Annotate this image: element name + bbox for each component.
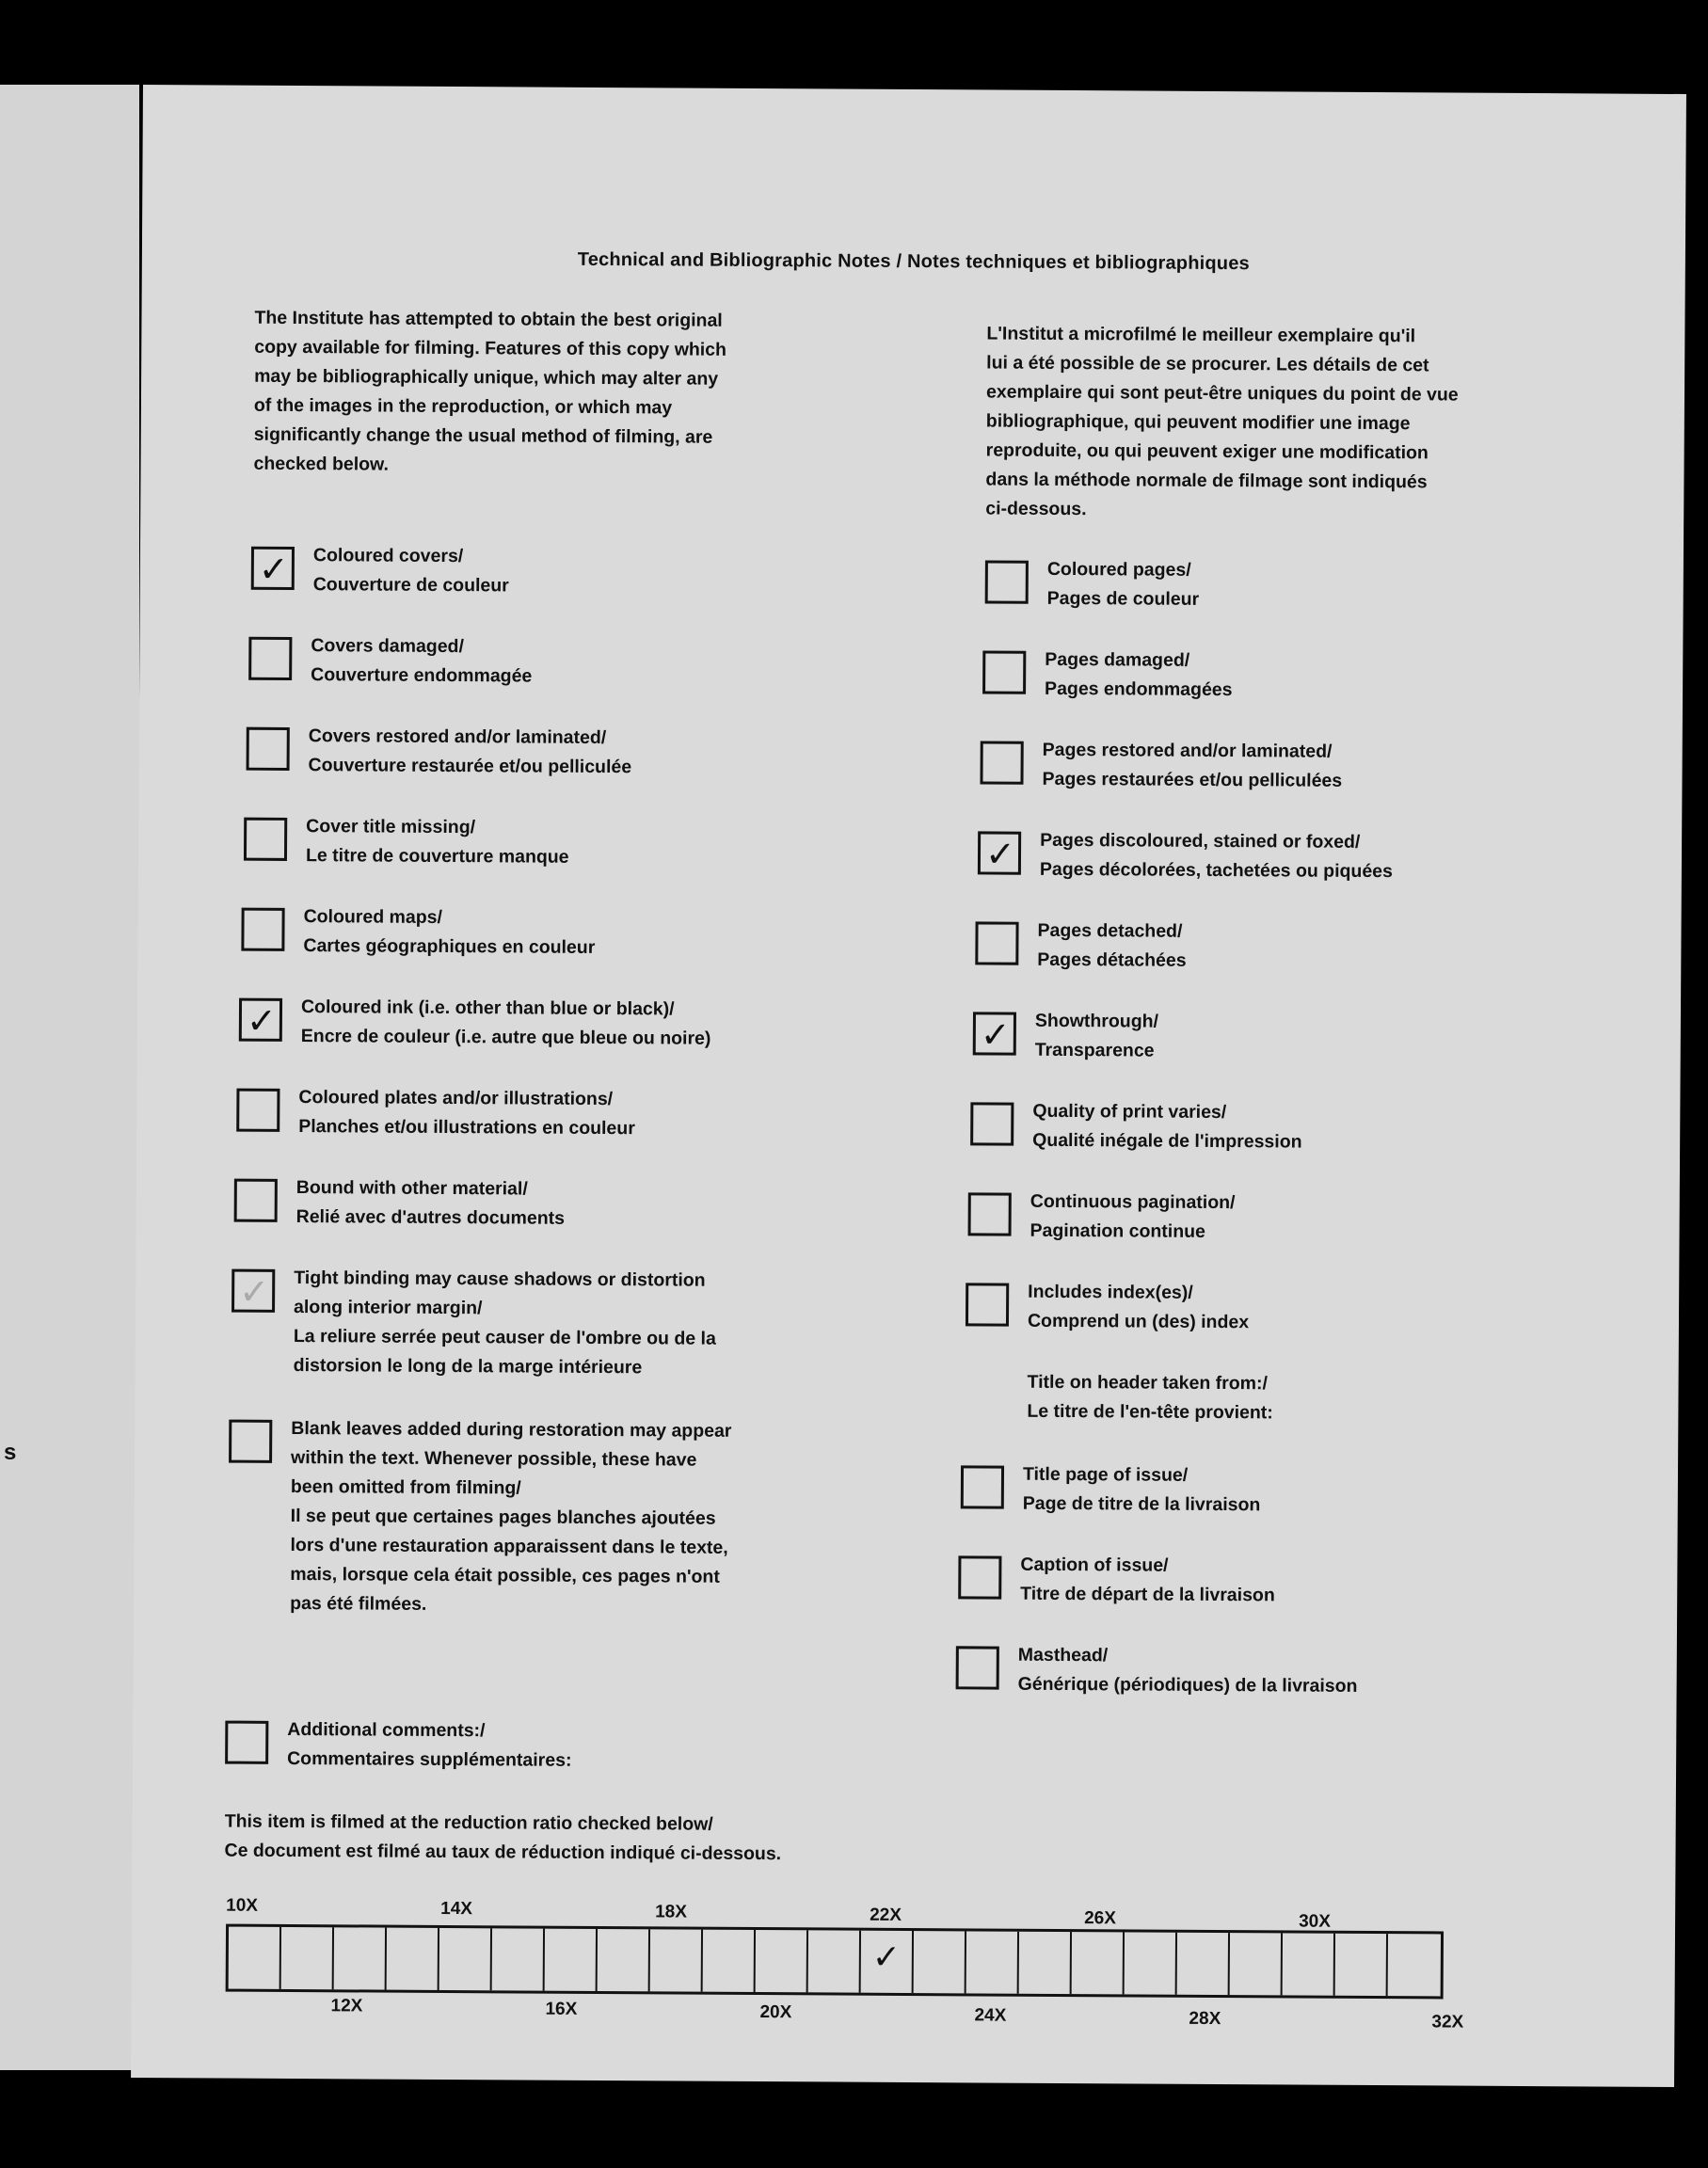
label-english: Additional comments:/	[287, 1718, 486, 1742]
label-french: Le titre de couverture manque	[305, 845, 569, 868]
checkbox-label	[1040, 826, 1393, 886]
intro-french-line: bibliographique, qui peuvent modifier une image	[985, 410, 1411, 435]
reduction-scale-cell[interactable]	[334, 1927, 387, 1989]
intro-english-line: copy available for filming. Features of this copy which	[254, 336, 727, 360]
edge-fragment-text: s	[4, 1440, 17, 1465]
intro-french-line: reproduite, ou qui peuvent exiger une modification	[985, 439, 1429, 464]
intro-french-line: exemplaire qui sont peut-être uniques du point de vue	[985, 381, 1459, 406]
label-french: Cartes géographiques en couleur	[303, 935, 596, 958]
reduction-tick-label-top: 22X	[870, 1905, 902, 1925]
reduction-scale-cell[interactable]	[1019, 1932, 1072, 1994]
label-line: mais, lorsque cela était possible, ces pages n'ont	[290, 1563, 720, 1587]
label-french: Commentaires supplémentaires:	[287, 1747, 572, 1771]
technical-notes-page	[131, 85, 1686, 2087]
intro-french-line: dans la méthode normale de filmage sont indiqués	[985, 469, 1428, 493]
checkbox[interactable]	[978, 831, 1021, 874]
label-french: Générique (périodiques) de la livraison	[1017, 1673, 1358, 1697]
checkbox[interactable]	[956, 1646, 999, 1689]
label-english: Coloured ink (i.e. other than blue or black)/	[300, 996, 675, 1020]
checkbox[interactable]	[236, 1089, 279, 1132]
label-english: Quality of print varies/	[1032, 1100, 1227, 1124]
label-english: Cover title missing/	[306, 816, 476, 838]
label-english: Coloured covers/	[312, 545, 464, 567]
reduction-scale-cell[interactable]	[808, 1930, 861, 1992]
reduction-tick-label-top: 10X	[226, 1895, 259, 1916]
intro-french-line: lui a été possible de se procurer. Les détails de cet	[986, 352, 1429, 376]
check-mark-icon: ✓	[258, 548, 289, 590]
reduction-tick-label-bottom: 20X	[759, 2002, 792, 2023]
checkbox-label	[303, 902, 595, 963]
label-french: Titre de départ de la livraison	[1020, 1583, 1275, 1606]
intro-french-line: ci-dessous.	[985, 498, 1087, 520]
label-french: Planches et/ou illustrations en couleur	[298, 1116, 635, 1140]
label-french: Page de titre de la livraison	[1022, 1492, 1261, 1516]
label-english: Continuous pagination/	[1030, 1190, 1236, 1214]
header-source-english: Title on header taken from:/	[1027, 1371, 1269, 1395]
label-line: within the text. Whenever possible, these have	[291, 1446, 697, 1471]
reduction-scale-cell[interactable]	[229, 1927, 281, 1989]
intro-english-line: checked below.	[253, 453, 390, 475]
checkbox[interactable]	[973, 1012, 1016, 1055]
checkbox[interactable]	[970, 1102, 1014, 1145]
reduction-scale-cell[interactable]	[1125, 1932, 1177, 1994]
header-source-note	[1027, 1368, 1273, 1428]
label-french: Comprend un (des) index	[1027, 1310, 1250, 1333]
reduction-scale-cell[interactable]	[966, 1931, 1019, 1993]
label-french: Pages de couleur	[1046, 587, 1200, 610]
label-french: Pages endommagées	[1045, 678, 1233, 701]
page-title: Technical and Bibliographic Notes / Notes techniques et bibliographiques	[577, 248, 1250, 275]
label-english: Pages restored and/or laminated/	[1042, 739, 1333, 762]
checkbox[interactable]	[980, 741, 1023, 784]
label-english: Coloured maps/	[303, 906, 443, 928]
label-french: Relié avec d'autres documents	[295, 1206, 566, 1229]
checkbox[interactable]	[225, 1721, 268, 1764]
checkbox-label	[1030, 1188, 1235, 1247]
checkbox[interactable]	[958, 1555, 1001, 1599]
label-line: distorsion le long de la marge intérieure	[293, 1355, 643, 1379]
intro-french	[985, 319, 1459, 526]
check-mark-icon: ✓	[980, 1013, 1011, 1056]
reduction-scale-cell[interactable]	[1283, 1933, 1335, 1995]
reduction-tick-label-top: 30X	[1299, 1911, 1331, 1932]
reduction-scale-cell[interactable]	[1177, 1933, 1230, 1995]
reduction-scale-cell[interactable]	[861, 1931, 914, 1993]
reduction-tick-label-top: 18X	[655, 1902, 688, 1922]
checkbox-label	[1047, 555, 1200, 614]
checkbox[interactable]	[239, 998, 282, 1042]
checkbox[interactable]	[968, 1192, 1012, 1235]
reduction-scale-cell[interactable]	[281, 1927, 334, 1989]
checkbox-label	[298, 1083, 635, 1143]
checkbox-label	[311, 631, 533, 691]
label-english: Pages detached/	[1037, 919, 1183, 942]
label-line: Il se peut que certaines pages blanches ajoutées	[290, 1505, 716, 1529]
label-french: Pagination continue	[1030, 1220, 1205, 1242]
label-line: lors d'une restauration apparaissent dans le texte,	[290, 1534, 728, 1558]
checkbox-label	[1035, 1007, 1158, 1066]
check-mark-icon: ✓	[239, 1270, 270, 1313]
checkbox-label	[1028, 1278, 1249, 1337]
checkbox-label	[1042, 736, 1342, 796]
checkbox-label	[1023, 1460, 1261, 1521]
reduction-tick-label-top: 14X	[440, 1898, 473, 1920]
intro-english-line: may be bibliographically unique, which may alter any	[254, 365, 719, 390]
intro-english-line: of the images in the reproduction, or which may	[253, 394, 673, 419]
checkbox-label	[294, 1264, 717, 1383]
check-mark-icon: ✓	[871, 1937, 902, 1977]
checkbox[interactable]	[966, 1283, 1009, 1326]
check-mark-icon: ✓	[984, 833, 1016, 875]
intro-english-line: The Institute has attempted to obtain the best original	[254, 307, 723, 331]
reduction-scale-cell[interactable]	[598, 1929, 650, 1991]
header-source-french: Le titre de l'en-tête provient:	[1027, 1400, 1273, 1424]
checkbox[interactable]	[961, 1465, 1004, 1508]
label-english: Includes index(es)/	[1028, 1281, 1193, 1303]
checkbox-label	[296, 1173, 566, 1234]
intro-english-line: significantly change the usual method of filming, are	[253, 423, 713, 448]
reduction-english: This item is filmed at the reduction ratio checked below/	[224, 1810, 713, 1835]
check-mark-icon: ✓	[246, 999, 277, 1042]
reduction-scale-cell[interactable]	[703, 1930, 756, 1992]
label-french: Pages détachées	[1037, 948, 1187, 971]
reduction-scale-cell[interactable]	[1335, 1934, 1388, 1996]
checkbox-label	[313, 541, 509, 600]
label-french: Couverture restaurée et/ou pelliculée	[308, 755, 632, 778]
reduction-french: Ce document est filmé au taux de réduction indiqué ci-dessous.	[224, 1840, 782, 1865]
reduction-scale-cell[interactable]	[756, 1930, 808, 1992]
checkbox-label	[290, 1414, 731, 1621]
checkbox[interactable]	[251, 547, 295, 590]
checkbox-label	[306, 812, 569, 872]
checkbox-label	[287, 1715, 572, 1776]
checkbox[interactable]	[231, 1269, 275, 1313]
reduction-ratio-note	[224, 1808, 781, 1870]
reduction-tick-label-bottom: 32X	[1431, 2012, 1464, 2032]
reduction-scale-cell[interactable]	[545, 1929, 598, 1991]
label-english: Covers restored and/or laminated/	[308, 725, 607, 749]
checkbox[interactable]	[229, 1420, 272, 1463]
checkbox-label	[1037, 917, 1187, 976]
label-french: Couverture endommagée	[311, 664, 533, 687]
label-line: pas été filmées.	[290, 1592, 427, 1615]
checkbox[interactable]	[241, 908, 284, 951]
checkbox-label	[1018, 1641, 1358, 1701]
checkbox-label	[1020, 1551, 1275, 1611]
reduction-scale-cell[interactable]	[1072, 1932, 1125, 1994]
intro-english	[253, 304, 726, 482]
label-english: Title page of issue/	[1022, 1463, 1189, 1486]
reduction-scale-cell[interactable]	[914, 1931, 966, 1993]
checkbox[interactable]	[247, 727, 290, 771]
label-english: Covers damaged/	[311, 635, 464, 658]
reduction-scale-cell[interactable]	[387, 1928, 439, 1990]
label-french: Pages décolorées, tachetées ou piquées	[1039, 858, 1393, 883]
checkbox[interactable]	[975, 921, 1018, 964]
checkbox-label	[1032, 1097, 1302, 1157]
reduction-scale-cell[interactable]	[492, 1928, 545, 1990]
label-english: Showthrough/	[1034, 1010, 1159, 1032]
label-french: Pages restaurées et/ou pelliculées	[1042, 768, 1343, 791]
adjacent-page-edge	[0, 85, 139, 2070]
checkbox[interactable]	[985, 560, 1029, 603]
reduction-tick-label-bottom: 24X	[974, 2005, 1007, 2026]
label-english: Coloured plates and/or illustrations/	[298, 1087, 614, 1110]
label-french: Couverture de couleur	[312, 574, 509, 597]
label-english: Masthead/	[1017, 1644, 1109, 1666]
label-line: been omitted from filming/	[290, 1475, 521, 1499]
reduction-scale-cell[interactable]	[439, 1928, 492, 1990]
reduction-scale-cell[interactable]	[1230, 1933, 1283, 1995]
reduction-tick-label-bottom: 28X	[1189, 2008, 1221, 2030]
label-english: Coloured pages/	[1046, 558, 1191, 581]
checkbox[interactable]	[244, 818, 287, 861]
label-line: Blank leaves added during restoration may appear	[291, 1417, 732, 1442]
label-french: Encre de couleur (i.e. autre que bleue ou noire)	[300, 1026, 711, 1049]
checkbox[interactable]	[234, 1179, 278, 1222]
label-line: along interior margin/	[294, 1297, 483, 1319]
label-english: Caption of issue/	[1020, 1554, 1169, 1576]
reduction-tick-label-top: 26X	[1084, 1908, 1116, 1929]
label-line: La reliure serrée peut causer de l'ombre ou de la	[293, 1326, 716, 1349]
reduction-scale-cell[interactable]	[650, 1929, 703, 1991]
reduction-scale-row	[226, 1924, 1444, 2000]
intro-french-line: L'Institut a microfilmé le meilleur exemplaire qu'il	[986, 323, 1416, 347]
label-english: Bound with other material/	[295, 1177, 528, 1200]
reduction-ratio-scale	[226, 1895, 1563, 2032]
checkbox[interactable]	[248, 637, 292, 680]
label-english: Pages damaged/	[1045, 648, 1190, 671]
label-line: Tight binding may cause shadows or distortion	[294, 1267, 706, 1291]
checkbox-label	[308, 722, 631, 782]
checkbox-label	[1045, 646, 1233, 705]
checkbox-label	[301, 993, 711, 1054]
label-french: Transparence	[1034, 1039, 1155, 1061]
label-french: Qualité inégale de l'impression	[1032, 1129, 1302, 1153]
checkbox[interactable]	[982, 650, 1026, 693]
reduction-tick-label-bottom: 16X	[545, 1999, 578, 2019]
label-english: Pages discoloured, stained or foxed/	[1040, 829, 1361, 853]
reduction-tick-label-bottom: 12X	[330, 1996, 363, 2017]
reduction-scale-cell[interactable]	[1388, 1934, 1441, 1996]
